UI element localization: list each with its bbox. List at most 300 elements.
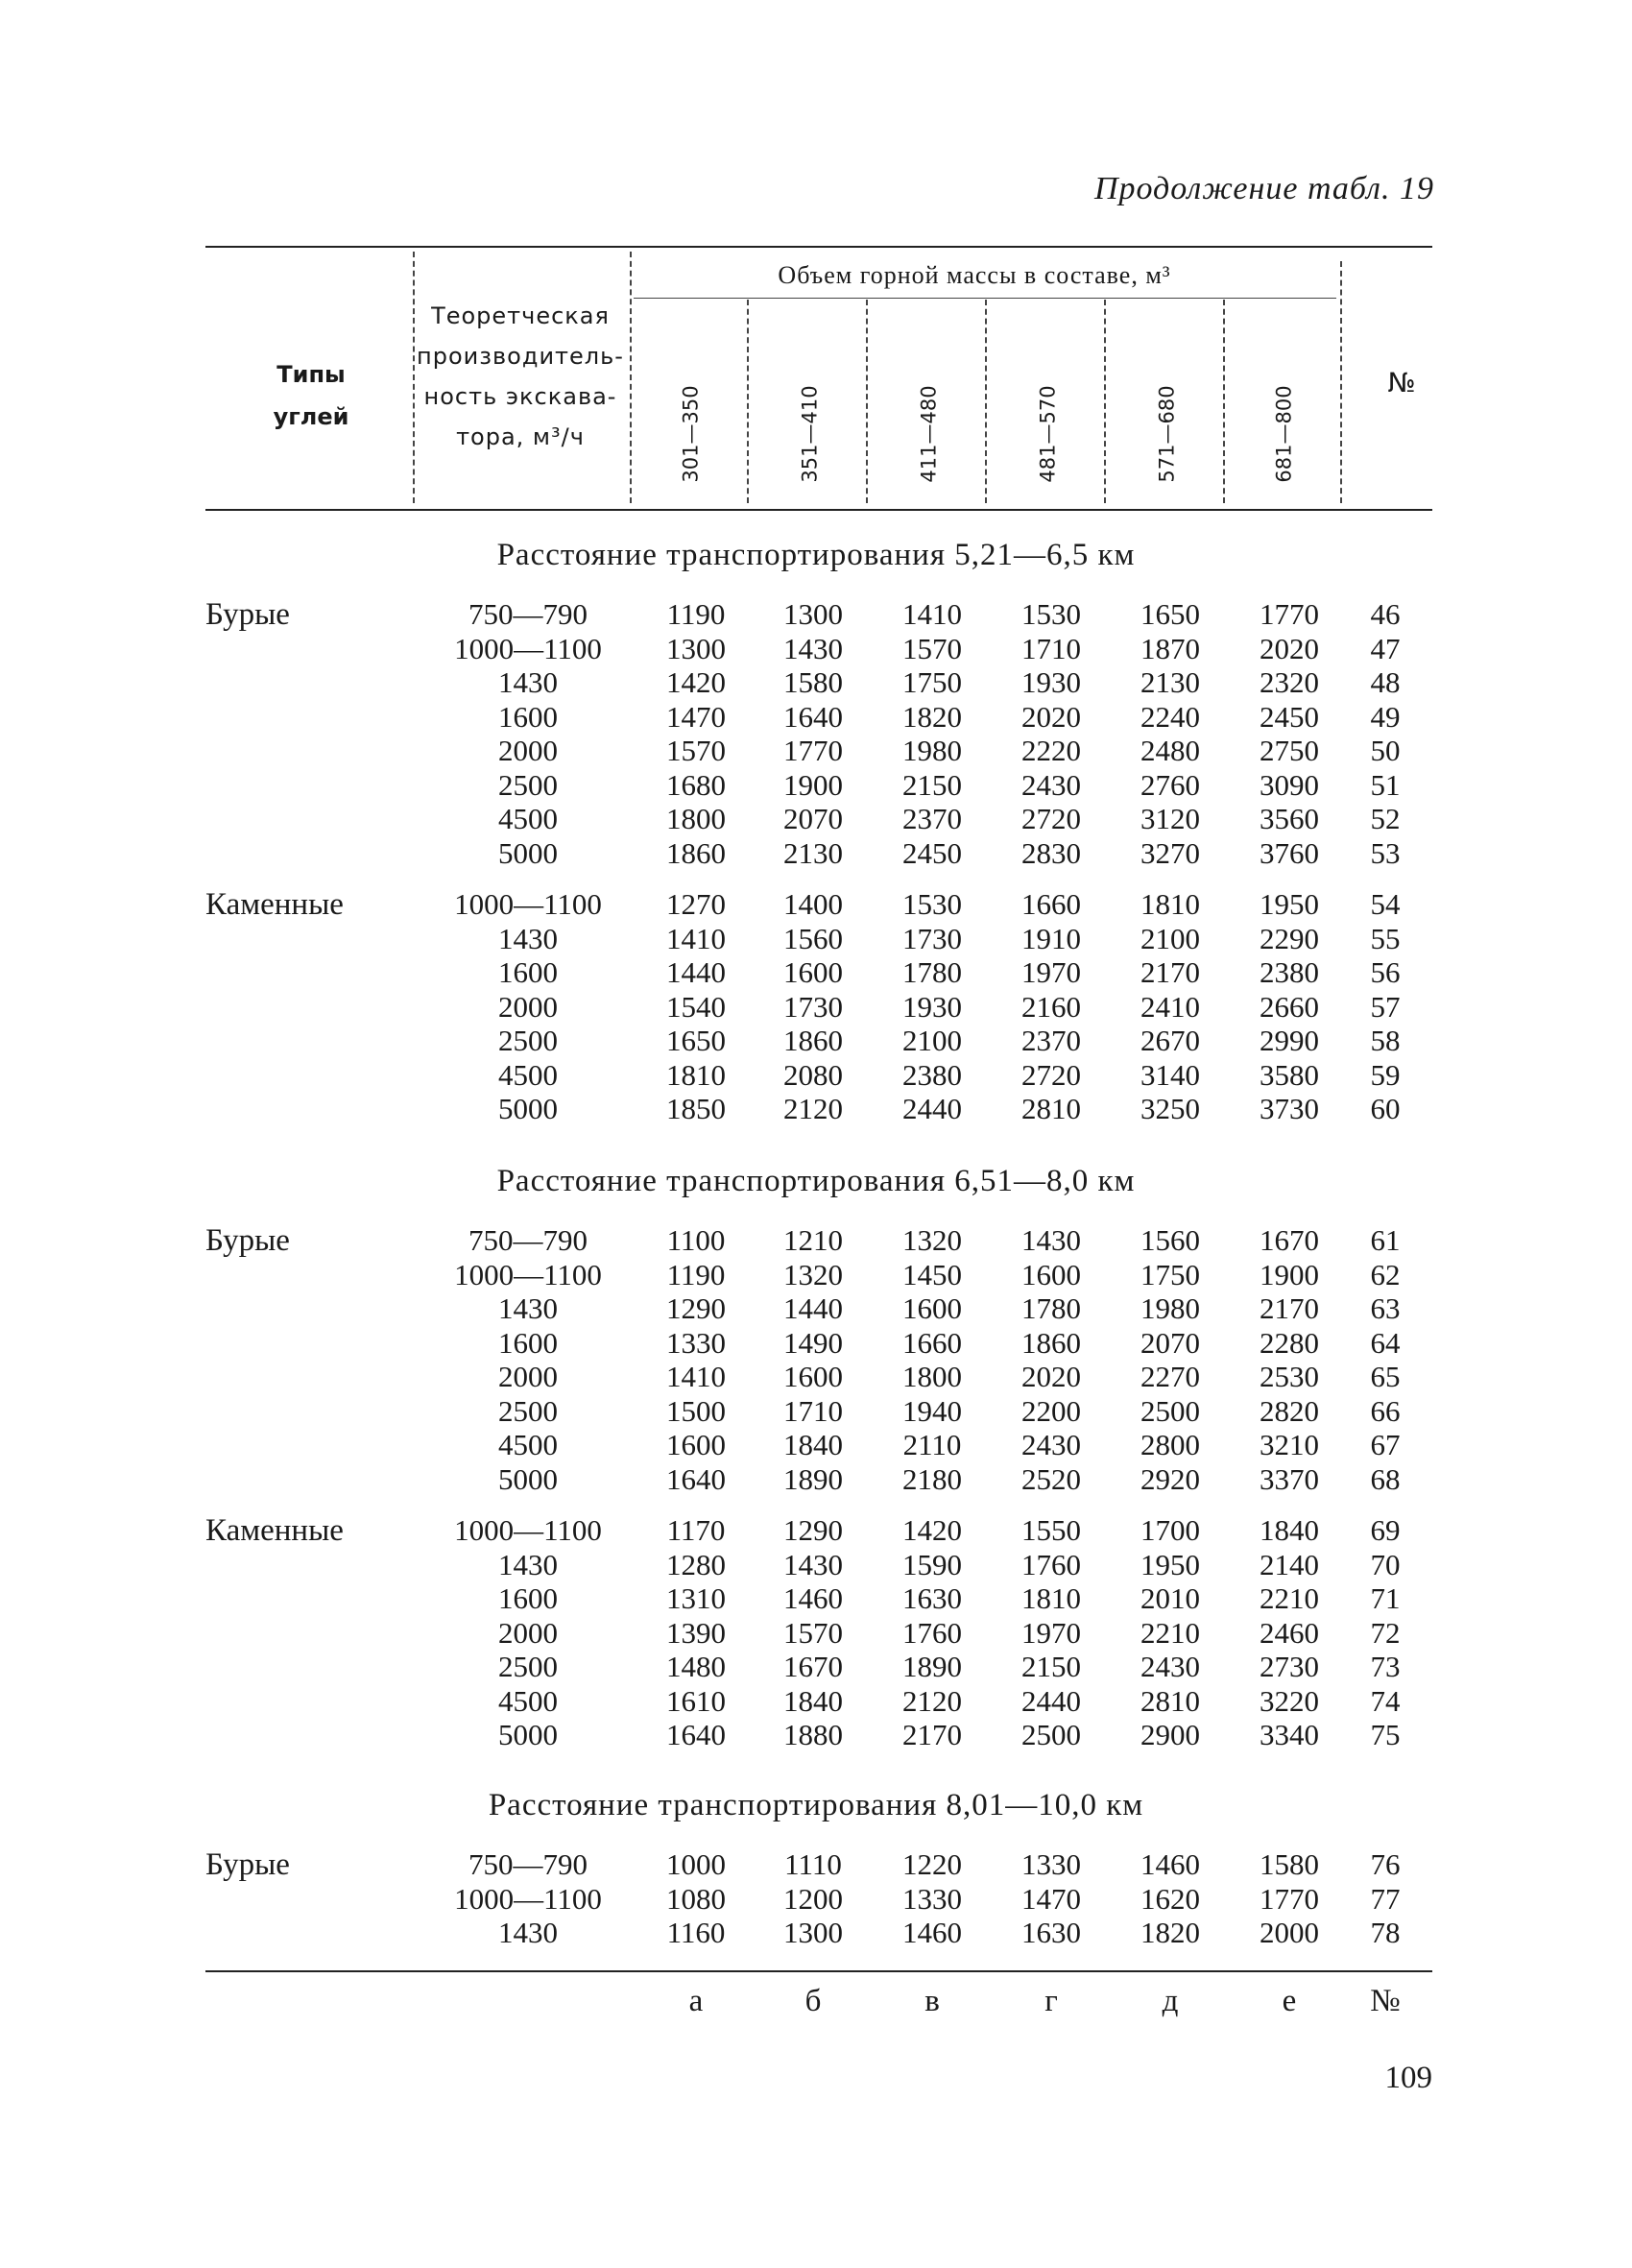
- productivity-cell: 2500: [498, 767, 558, 802]
- productivity-cell: 4500: [498, 1428, 558, 1461]
- row-number-cell: 55: [1370, 921, 1401, 955]
- value-cell: 1950: [1260, 887, 1319, 921]
- value-cell: 2070: [1140, 1325, 1200, 1360]
- coal-type-label: Бурые: [205, 597, 290, 632]
- value-cell: 2430: [1140, 1650, 1200, 1683]
- header-bottom-rule: [205, 509, 1432, 511]
- row-number-cell: 61: [1370, 1223, 1401, 1257]
- row-number-cell: 62: [1370, 1257, 1401, 1291]
- value-cell: 1910: [1021, 921, 1081, 955]
- value-cell: 1850: [666, 1092, 726, 1125]
- value-cell: 1100: [666, 1223, 726, 1257]
- section-title: Расстояние транспортирования 6,51—8,0 км: [496, 1164, 1136, 1198]
- bottom-rule: [205, 1970, 1432, 1972]
- value-cell: 2990: [1260, 1024, 1319, 1057]
- row-number-cell: 58: [1370, 1024, 1401, 1057]
- value-cell: 1770: [783, 734, 843, 767]
- value-cell: 1810: [1021, 1581, 1081, 1615]
- value-cell: 1570: [783, 1615, 843, 1650]
- productivity-cell: 750—790: [468, 597, 588, 631]
- value-cell: 1600: [666, 1428, 726, 1461]
- row-number-cell: 67: [1370, 1428, 1401, 1461]
- value-cell: 1410: [666, 921, 726, 955]
- top-rule: [205, 246, 1432, 248]
- header-divider: [1104, 300, 1106, 503]
- value-cell: 2450: [1260, 699, 1319, 734]
- value-cell: 2460: [1260, 1615, 1319, 1650]
- volume-range-label: 571—680: [1156, 385, 1180, 483]
- value-cell: 3220: [1260, 1683, 1319, 1718]
- value-cell: 1560: [783, 921, 843, 955]
- value-cell: 1670: [783, 1650, 843, 1683]
- volume-range-header: [910, 367, 948, 501]
- value-cell: 3140: [1140, 1057, 1200, 1092]
- section-title: Расстояние транспортирования 5,21—6,5 км: [496, 538, 1136, 572]
- value-cell: 1710: [783, 1393, 843, 1428]
- productivity-cell: 2000: [498, 989, 558, 1024]
- row-number-cell: 70: [1370, 1547, 1401, 1581]
- value-cell: 2210: [1260, 1581, 1319, 1615]
- productivity-cell: 1000—1100: [454, 1513, 602, 1547]
- value-cell: 2440: [902, 1092, 962, 1125]
- value-cell: 1770: [1260, 1881, 1319, 1916]
- value-cell: 2140: [1260, 1547, 1319, 1581]
- value-cell: 1500: [666, 1393, 726, 1428]
- value-cell: 2020: [1260, 631, 1319, 665]
- value-cell: 1210: [783, 1223, 843, 1257]
- value-cell: 1580: [1260, 1847, 1319, 1881]
- header-divider: [747, 300, 749, 503]
- value-cell: 2290: [1260, 921, 1319, 955]
- value-cell: 1290: [666, 1291, 726, 1325]
- value-cell: 2000: [1260, 1916, 1319, 1949]
- row-number-cell: 47: [1370, 631, 1401, 665]
- row-number-cell: 73: [1370, 1650, 1401, 1683]
- value-cell: 1710: [1021, 631, 1081, 665]
- productivity-cell: 2500: [498, 1393, 558, 1428]
- value-cell: 3250: [1140, 1092, 1200, 1125]
- value-cell: 1460: [1140, 1847, 1200, 1881]
- volume-range-label: 411—480: [918, 385, 942, 483]
- productivity-cell: 4500: [498, 1683, 558, 1718]
- productivity-cell: 1600: [498, 955, 558, 989]
- value-cell: 1750: [902, 665, 962, 699]
- no-header: №: [1387, 367, 1416, 398]
- productivity-cell: 4500: [498, 802, 558, 835]
- value-cell: 1700: [1140, 1513, 1200, 1547]
- value-cell: 1400: [783, 887, 843, 921]
- value-cell: 2810: [1021, 1092, 1081, 1125]
- productivity-cell: 1000—1100: [454, 1881, 602, 1916]
- value-cell: 2370: [902, 802, 962, 835]
- value-cell: 1300: [666, 631, 726, 665]
- productivity-cell: 2000: [498, 734, 558, 767]
- value-cell: 1450: [902, 1257, 962, 1291]
- value-cell: 1550: [1021, 1513, 1081, 1547]
- header-divider: [630, 252, 632, 503]
- value-cell: 1560: [1140, 1223, 1200, 1257]
- value-cell: 1410: [902, 597, 962, 631]
- value-cell: 1330: [1021, 1847, 1081, 1881]
- value-cell: 2170: [1140, 955, 1200, 989]
- value-cell: 1680: [666, 767, 726, 802]
- volume-range-header: [791, 367, 829, 501]
- value-cell: 1930: [1021, 665, 1081, 699]
- value-cell: 1470: [666, 699, 726, 734]
- productivity-cell: 1600: [498, 1325, 558, 1360]
- row-number-cell: 71: [1370, 1581, 1401, 1615]
- coal-type-label: Каменные: [205, 887, 344, 922]
- value-cell: 1600: [783, 1360, 843, 1393]
- value-cell: 3090: [1260, 767, 1319, 802]
- header-divider: [1223, 300, 1225, 503]
- value-cell: 2660: [1260, 989, 1319, 1024]
- value-cell: 2100: [1140, 921, 1200, 955]
- value-cell: 1540: [666, 989, 726, 1024]
- value-cell: 1780: [1021, 1291, 1081, 1325]
- value-cell: 2380: [902, 1057, 962, 1092]
- value-cell: 1600: [783, 955, 843, 989]
- value-cell: 2180: [902, 1461, 962, 1496]
- value-cell: 1590: [902, 1547, 962, 1581]
- productivity-cell: 1430: [498, 1291, 558, 1325]
- value-cell: 2010: [1140, 1581, 1200, 1615]
- value-cell: 1640: [666, 1461, 726, 1496]
- value-cell: 2370: [1021, 1024, 1081, 1057]
- value-cell: 1570: [666, 734, 726, 767]
- value-cell: 2130: [1140, 665, 1200, 699]
- value-cell: 1160: [666, 1916, 726, 1949]
- value-cell: 1810: [1140, 887, 1200, 921]
- value-cell: 2240: [1140, 699, 1200, 734]
- value-cell: 2380: [1260, 955, 1319, 989]
- value-cell: 1860: [1021, 1325, 1081, 1360]
- value-cell: 2440: [1021, 1683, 1081, 1718]
- volume-range-label: 481—570: [1037, 385, 1061, 483]
- row-number-cell: 46: [1370, 597, 1401, 631]
- productivity-cell: 750—790: [468, 1223, 588, 1257]
- row-number-cell: 56: [1370, 955, 1401, 989]
- value-cell: 1600: [902, 1291, 962, 1325]
- value-cell: 2900: [1140, 1718, 1200, 1751]
- value-cell: 1650: [666, 1024, 726, 1057]
- value-cell: 1760: [1021, 1547, 1081, 1581]
- row-number-cell: 68: [1370, 1461, 1401, 1496]
- row-number-cell: 76: [1370, 1847, 1401, 1881]
- row-number-cell: 60: [1370, 1092, 1401, 1125]
- value-cell: 2130: [783, 835, 843, 870]
- row-number-cell: 51: [1370, 767, 1401, 802]
- value-cell: 1330: [902, 1881, 962, 1916]
- productivity-header: Теоретческая производитель-ность экскава-тора, м³/ч: [417, 302, 624, 450]
- value-cell: 1980: [902, 734, 962, 767]
- value-cell: 1420: [666, 665, 726, 699]
- row-number-cell: 65: [1370, 1360, 1401, 1393]
- value-cell: 2110: [902, 1428, 962, 1461]
- value-cell: 1530: [1021, 597, 1081, 631]
- value-cell: 2220: [1021, 734, 1081, 767]
- value-cell: 1670: [1260, 1223, 1319, 1257]
- value-cell: 2200: [1021, 1393, 1081, 1428]
- productivity-cell: 4500: [498, 1057, 558, 1092]
- value-cell: 1950: [1140, 1547, 1200, 1581]
- column-letter: д: [1162, 1984, 1179, 2018]
- value-cell: 1640: [783, 699, 843, 734]
- value-cell: 2500: [1021, 1718, 1081, 1751]
- value-cell: 1430: [1021, 1223, 1081, 1257]
- value-cell: 1840: [783, 1428, 843, 1461]
- value-cell: 1800: [666, 802, 726, 835]
- value-cell: 3560: [1260, 802, 1319, 835]
- value-cell: 1660: [1021, 887, 1081, 921]
- value-cell: 1840: [783, 1683, 843, 1718]
- row-number-cell: 57: [1370, 989, 1401, 1024]
- value-cell: 1190: [666, 597, 726, 631]
- value-cell: 1820: [902, 699, 962, 734]
- volume-range-header: [1265, 367, 1304, 501]
- value-cell: 1860: [783, 1024, 843, 1057]
- value-cell: 2320: [1260, 665, 1319, 699]
- volume-range-label: 351—410: [799, 385, 823, 483]
- value-cell: 2820: [1260, 1393, 1319, 1428]
- value-cell: 1760: [902, 1615, 962, 1650]
- value-cell: 3760: [1260, 835, 1319, 870]
- value-cell: 3210: [1260, 1428, 1319, 1461]
- value-cell: 1890: [902, 1650, 962, 1683]
- productivity-cell: 1430: [498, 921, 558, 955]
- volume-range-header: [1029, 367, 1068, 501]
- value-cell: 1600: [1021, 1257, 1081, 1291]
- value-cell: 2070: [783, 802, 843, 835]
- productivity-cell: 1430: [498, 1916, 558, 1949]
- volume-header: Объем горной массы в составе, м³: [778, 261, 1171, 289]
- row-number-cell: 52: [1370, 802, 1401, 835]
- value-cell: 1570: [902, 631, 962, 665]
- value-cell: 2430: [1021, 1428, 1081, 1461]
- value-cell: 2020: [1021, 699, 1081, 734]
- value-cell: 3580: [1260, 1057, 1319, 1092]
- productivity-cell: 5000: [498, 835, 558, 870]
- value-cell: 1470: [1021, 1881, 1081, 1916]
- value-cell: 2410: [1140, 989, 1200, 1024]
- types-header: Типы углей: [273, 361, 349, 430]
- column-letter: а: [688, 1984, 704, 2018]
- value-cell: 2450: [902, 835, 962, 870]
- table-caption: Продолжение табл. 19: [1093, 171, 1434, 206]
- value-cell: 1460: [902, 1916, 962, 1949]
- value-cell: 1840: [1260, 1513, 1319, 1547]
- productivity-cell: 2500: [498, 1650, 558, 1683]
- value-cell: 2430: [1021, 767, 1081, 802]
- row-number-cell: 74: [1370, 1683, 1401, 1718]
- value-cell: 1890: [783, 1461, 843, 1496]
- value-cell: 1200: [783, 1881, 843, 1916]
- value-cell: 1770: [1260, 597, 1319, 631]
- value-cell: 1460: [783, 1581, 843, 1615]
- row-number-cell: 59: [1370, 1057, 1401, 1092]
- value-cell: 2530: [1260, 1360, 1319, 1393]
- productivity-cell: 5000: [498, 1461, 558, 1496]
- value-cell: 3270: [1140, 835, 1200, 870]
- value-cell: 1330: [666, 1325, 726, 1360]
- value-cell: 2730: [1260, 1650, 1319, 1683]
- column-letter: №: [1370, 1984, 1401, 2018]
- header-divider: [866, 300, 868, 503]
- value-cell: 1300: [783, 1916, 843, 1949]
- value-cell: 1310: [666, 1581, 726, 1615]
- row-number-cell: 77: [1370, 1881, 1401, 1916]
- value-cell: 1810: [666, 1057, 726, 1092]
- productivity-cell: 1600: [498, 1581, 558, 1615]
- value-cell: 1730: [783, 989, 843, 1024]
- row-number-cell: 53: [1370, 835, 1401, 870]
- value-cell: 2150: [1021, 1650, 1081, 1683]
- value-cell: 1320: [902, 1223, 962, 1257]
- value-cell: 2800: [1140, 1428, 1200, 1461]
- volume-range-header: [672, 367, 710, 501]
- volume-range-label: 681—800: [1273, 385, 1297, 483]
- value-cell: 2720: [1021, 1057, 1081, 1092]
- value-cell: 2100: [902, 1024, 962, 1057]
- row-number-cell: 69: [1370, 1513, 1401, 1547]
- value-cell: 1730: [902, 921, 962, 955]
- value-cell: 1000: [666, 1847, 726, 1881]
- column-letter: г: [1044, 1984, 1058, 2018]
- value-cell: 2480: [1140, 734, 1200, 767]
- value-cell: 1620: [1140, 1881, 1200, 1916]
- column-letter: е: [1282, 1984, 1297, 2018]
- productivity-cell: 750—790: [468, 1847, 588, 1881]
- value-cell: 1320: [783, 1257, 843, 1291]
- value-cell: 2760: [1140, 767, 1200, 802]
- productivity-cell: 5000: [498, 1718, 558, 1751]
- value-cell: 1860: [666, 835, 726, 870]
- value-cell: 1490: [783, 1325, 843, 1360]
- value-cell: 1650: [1140, 597, 1200, 631]
- value-cell: 1420: [902, 1513, 962, 1547]
- value-cell: 3120: [1140, 802, 1200, 835]
- row-number-cell: 50: [1370, 734, 1401, 767]
- row-number-cell: 78: [1370, 1916, 1401, 1949]
- header-divider: [985, 300, 987, 503]
- productivity-cell: 2000: [498, 1360, 558, 1393]
- value-cell: 1430: [783, 1547, 843, 1581]
- value-cell: 1970: [1021, 1615, 1081, 1650]
- value-cell: 2280: [1260, 1325, 1319, 1360]
- value-cell: 1750: [1140, 1257, 1200, 1291]
- value-cell: 1970: [1021, 955, 1081, 989]
- value-cell: 2670: [1140, 1024, 1200, 1057]
- coal-type-label: Бурые: [205, 1223, 290, 1258]
- row-number-cell: 72: [1370, 1615, 1401, 1650]
- row-number-cell: 48: [1370, 665, 1401, 699]
- value-cell: 1630: [902, 1581, 962, 1615]
- row-number-cell: 64: [1370, 1325, 1401, 1360]
- value-cell: 2160: [1021, 989, 1081, 1024]
- productivity-cell: 1000—1100: [454, 631, 602, 665]
- value-cell: 2500: [1140, 1393, 1200, 1428]
- value-cell: 1580: [783, 665, 843, 699]
- row-number-cell: 75: [1370, 1718, 1401, 1751]
- value-cell: 2270: [1140, 1360, 1200, 1393]
- header-divider: [413, 252, 415, 503]
- value-cell: 1170: [666, 1513, 726, 1547]
- value-cell: 1930: [902, 989, 962, 1024]
- page-number: 109: [1384, 2061, 1432, 2095]
- value-cell: 1080: [666, 1881, 726, 1916]
- value-cell: 2170: [1260, 1291, 1319, 1325]
- value-cell: 2810: [1140, 1683, 1200, 1718]
- value-cell: 2920: [1140, 1461, 1200, 1496]
- value-cell: 1780: [902, 955, 962, 989]
- value-cell: 1870: [1140, 631, 1200, 665]
- value-cell: 2150: [902, 767, 962, 802]
- column-letter: в: [924, 1984, 940, 2018]
- productivity-cell: 1430: [498, 665, 558, 699]
- value-cell: 1110: [784, 1847, 842, 1881]
- value-cell: 2720: [1021, 802, 1081, 835]
- value-cell: 1270: [666, 887, 726, 921]
- productivity-cell: 2500: [498, 1024, 558, 1057]
- value-cell: 3730: [1260, 1092, 1319, 1125]
- value-cell: 2020: [1021, 1360, 1081, 1393]
- header-divider: [1340, 261, 1342, 503]
- value-cell: 1390: [666, 1615, 726, 1650]
- value-cell: 1660: [902, 1325, 962, 1360]
- value-cell: 1610: [666, 1683, 726, 1718]
- row-number-cell: 49: [1370, 699, 1401, 734]
- value-cell: 1440: [666, 955, 726, 989]
- productivity-cell: 2000: [498, 1615, 558, 1650]
- productivity-cell: 1430: [498, 1547, 558, 1581]
- value-cell: 1290: [783, 1513, 843, 1547]
- volume-range-label: 301—350: [680, 385, 704, 483]
- value-cell: 1640: [666, 1718, 726, 1751]
- value-cell: 1440: [783, 1291, 843, 1325]
- value-cell: 1820: [1140, 1916, 1200, 1949]
- value-cell: 1220: [902, 1847, 962, 1881]
- value-cell: 2830: [1021, 835, 1081, 870]
- value-cell: 2210: [1140, 1615, 1200, 1650]
- volume-header-rule: [634, 298, 1336, 299]
- productivity-cell: 1000—1100: [454, 887, 602, 921]
- volume-range-header: [1148, 367, 1187, 501]
- value-cell: 2170: [902, 1718, 962, 1751]
- value-cell: 1900: [783, 767, 843, 802]
- value-cell: 2080: [783, 1057, 843, 1092]
- value-cell: 1530: [902, 887, 962, 921]
- value-cell: 1880: [783, 1718, 843, 1751]
- value-cell: 2520: [1021, 1461, 1081, 1496]
- value-cell: 1630: [1021, 1916, 1081, 1949]
- coal-type-label: Каменные: [205, 1513, 344, 1548]
- value-cell: 1940: [902, 1393, 962, 1428]
- value-cell: 1430: [783, 631, 843, 665]
- value-cell: 2750: [1260, 734, 1319, 767]
- productivity-cell: 1600: [498, 699, 558, 734]
- value-cell: 1800: [902, 1360, 962, 1393]
- section-title: Расстояние транспортирования 8,01—10,0 км: [488, 1788, 1144, 1822]
- value-cell: 1280: [666, 1547, 726, 1581]
- row-number-cell: 66: [1370, 1393, 1401, 1428]
- coal-type-label: Бурые: [205, 1847, 290, 1882]
- value-cell: 1300: [783, 597, 843, 631]
- value-cell: 1410: [666, 1360, 726, 1393]
- value-cell: 1980: [1140, 1291, 1200, 1325]
- value-cell: 3370: [1260, 1461, 1319, 1496]
- value-cell: 1900: [1260, 1257, 1319, 1291]
- value-cell: 3340: [1260, 1718, 1319, 1751]
